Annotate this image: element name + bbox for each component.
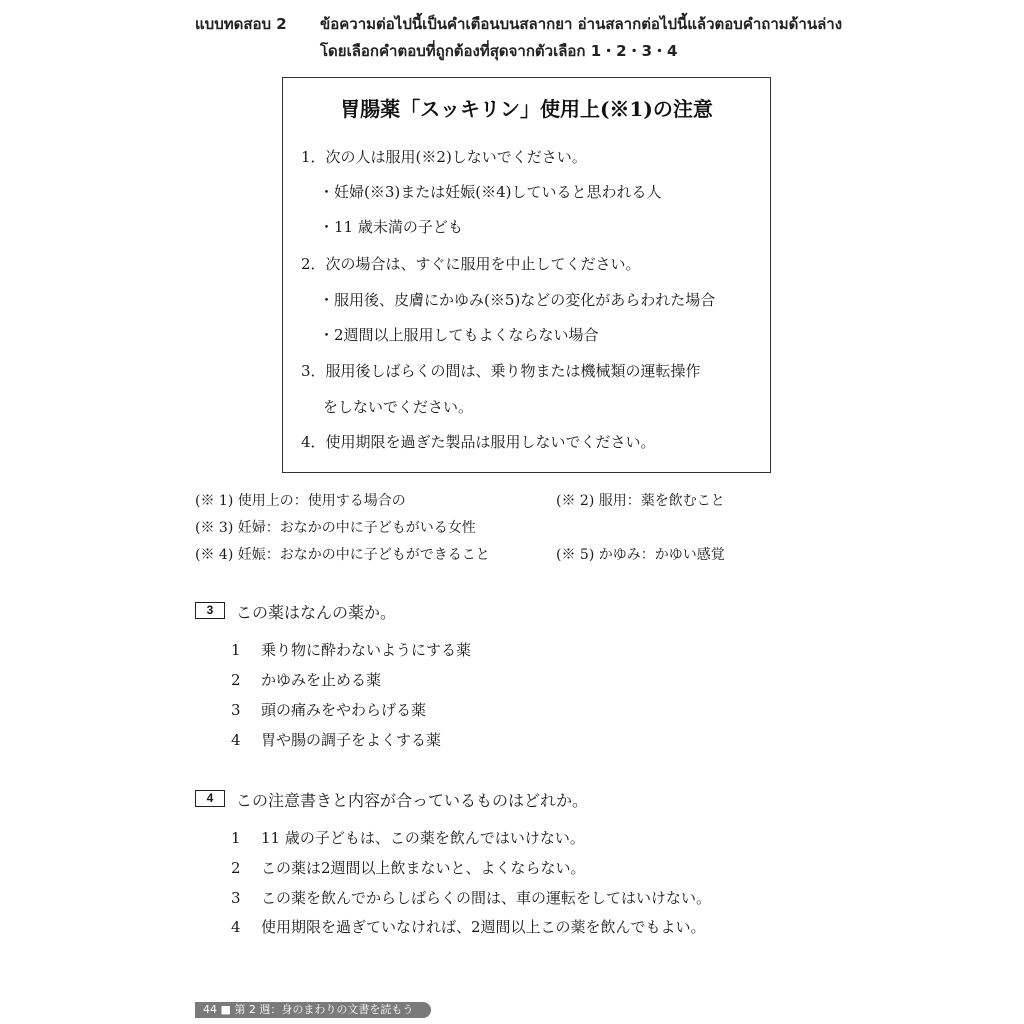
notice-item-4: 4．使用期限を過ぎた製品は服用しないでください。	[301, 433, 656, 451]
option-number: 1	[231, 641, 241, 659]
option-number: 1	[231, 829, 241, 847]
answer-option[interactable]	[231, 729, 441, 750]
option-text: 胃や腸の調子をよくする薬	[261, 731, 442, 749]
option-number: 2	[231, 671, 241, 689]
answer-option[interactable]	[231, 827, 585, 848]
option-number: 4	[231, 918, 241, 936]
answer-option[interactable]	[231, 669, 381, 690]
footnote-3: (※ 3) 妊婦：おなかの中に子どもがいる女性	[195, 520, 476, 536]
option-number: 3	[231, 889, 241, 907]
footnote-2: (※ 2) 服用：薬を飲むこと	[556, 493, 725, 509]
instruction-line-2: โดยเลือกคำตอบที่ถูกต้องที่สุดจากตัวเลือก 1・2・3・4	[320, 42, 678, 60]
notice-subitem: ・2週間以上服用してもよくならない場合	[319, 326, 599, 344]
question-number-badge: 3	[195, 602, 225, 619]
option-text: この薬を飲んでからしばらくの間は、車の運転をしてはいけない。	[261, 889, 712, 907]
option-number: 4	[231, 731, 241, 749]
page-footer: 44 ■ 第 2 週：身のまわりの文書を読もう	[195, 1002, 431, 1018]
answer-option[interactable]	[231, 699, 426, 720]
option-number: 3	[231, 701, 241, 719]
instruction-line-1: ข้อความต่อไปนี้เป็นคำเตือนบนสลากยา อ่านสลากต่อไปนี้แล้วตอบคำถามด้านล่าง	[320, 15, 843, 33]
question-3-text: この薬はなんの薬か。	[236, 603, 397, 622]
notice-subitem: ・服用後、皮膚にかゆみ(※5)などの変化があらわれた場合	[319, 291, 716, 309]
question-number-badge: 4	[195, 790, 225, 807]
exercise-label: แบบทดสอบ 2	[195, 15, 287, 33]
medicine-notice-box	[282, 77, 771, 473]
question-4-text: この注意書きと内容が合っているものはどれか。	[236, 791, 589, 810]
answer-option[interactable]	[231, 887, 711, 908]
notice-subitem: ・11 歳未満の子ども	[319, 218, 463, 236]
notice-item-2: 2．次の場合は、すぐに服用を中止してください。	[301, 255, 641, 273]
option-text: 使用期限を過ぎていなければ、2週間以上この薬を飲んでもよい。	[261, 918, 706, 936]
notice-subitem: ・妊婦(※3)または妊娠(※4)していると思われる人	[319, 183, 662, 201]
notice-title: 胃腸薬「スッキリン」使用上(※1)の注意	[340, 97, 713, 121]
option-text: かゆみを止める薬	[261, 671, 382, 689]
option-number: 2	[231, 859, 241, 877]
answer-option[interactable]	[231, 857, 586, 878]
answer-option[interactable]	[231, 639, 471, 660]
notice-item-1: 1．次の人は服用(※2)しないでください。	[301, 148, 587, 166]
option-text: 乗り物に酔わないようにする薬	[261, 641, 472, 659]
option-text: 11 歳の子どもは、この薬を飲んではいけない。	[261, 829, 585, 847]
notice-item-3: 3．服用後しばらくの間は、乗り物または機械類の運転操作	[301, 362, 701, 380]
footnote-1: (※ 1) 使用上の：使用する場合の	[195, 493, 406, 509]
footnote-5: (※ 5) かゆみ：かゆい感覚	[556, 547, 725, 563]
answer-option[interactable]	[231, 916, 706, 937]
option-text: この薬は2週間以上飲まないと、よくならない。	[261, 859, 586, 877]
notice-item-3-cont: をしないでください。	[323, 398, 474, 416]
option-text: 頭の痛みをやわらげる薬	[261, 701, 427, 719]
footnote-4: (※ 4) 妊娠：おなかの中に子どもができること	[195, 547, 490, 563]
